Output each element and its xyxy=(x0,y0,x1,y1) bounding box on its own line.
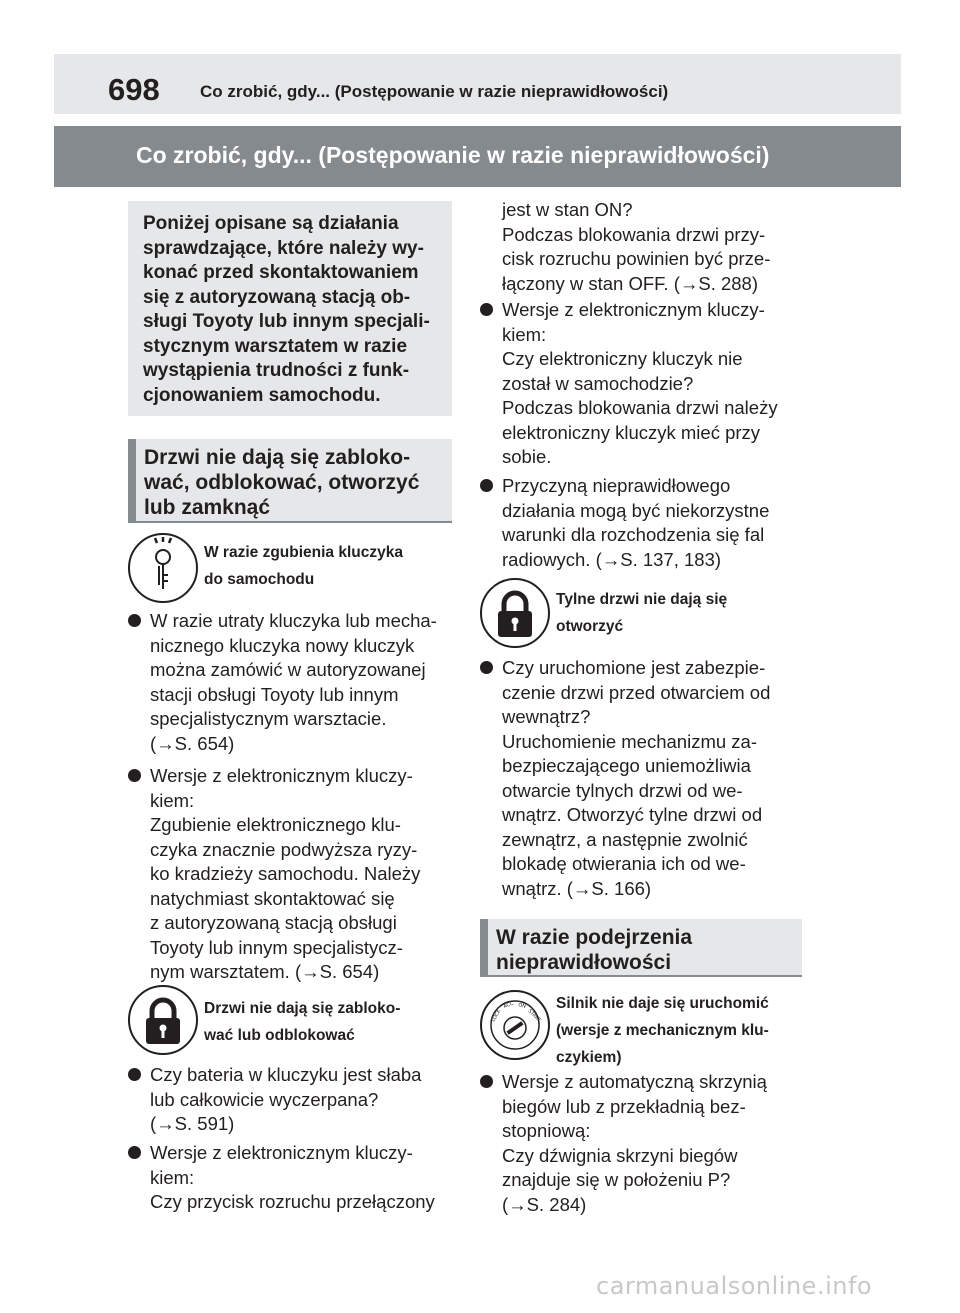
list-item: Wersje z automatyczną skrzynią biegów lub z przekładnią bez- stopniową: Czy dźwignia skrzyni biegów znajduje się w położeniu P? (→S. 284) xyxy=(480,1070,832,1217)
subsection-lock-label: Drzwi nie dają się zabloko- wać lub odblokować xyxy=(204,1000,401,1044)
bullet-dot xyxy=(128,1068,141,1081)
subsection-lock xyxy=(128,985,458,1075)
padlock-icon xyxy=(128,985,198,1055)
ignition-switch-icon xyxy=(480,990,550,1060)
padlock-icon xyxy=(480,578,550,648)
bullet-dot xyxy=(128,1146,141,1159)
key-icon xyxy=(128,533,198,603)
list-item: W razie utraty kluczyka lub mecha- nicznego kluczyka nowy kluczyk można zamówić w autoryzowanej stacji obsługi Toyoty lub innym specjalistycznym warsztacie. (→S. 654) xyxy=(128,609,480,756)
page-title: Co zrobić, gdy... (Postępowanie w razie nieprawidłowości) xyxy=(136,142,770,168)
title-band xyxy=(54,126,901,187)
bullet-dot xyxy=(480,1075,493,1088)
list-item: Czy bateria w kluczyku jest słaba lub całkowicie wyczerpana? (→S. 591) xyxy=(128,1063,480,1137)
list-item: Czy uruchomione jest zabezpie- czenie drzwi przed otwarciem od wewnątrz? Uruchomienie mechanizmu za- bezpieczającego uniemożliwia otwarcie tylnych drzwi od we- wnątrz. Otworzyć tylne drzwi od zewnątrz, a następnie zwolnić blokadę otwierania ich od we- wnątrz. (→S. 166) xyxy=(480,656,832,901)
section-heading-suspect-text: W razie podejrzenia nieprawidłowości xyxy=(496,926,693,974)
subsection-lost-key-label: W razie zgubienia kluczyka do samochodu xyxy=(204,544,403,588)
bullet-dot xyxy=(128,614,141,627)
continuation-text: jest w stan ON? Podczas blokowania drzwi przy- cisk rozruchu powinien być prze- łączony w stan OFF. (→S. 288) xyxy=(502,199,771,294)
page-number: 698 xyxy=(108,72,160,107)
list-item: Wersje z elektronicznym kluczy- kiem: Czy przycisk rozruchu przełączony xyxy=(128,1141,480,1215)
ignition-mark: ACC xyxy=(502,1000,515,1010)
section-heading-doors xyxy=(128,439,452,523)
watermark: carmanualsonline.info xyxy=(596,1272,873,1300)
ignition-mark: LOCK xyxy=(490,1008,503,1023)
running-title: Co zrobić, gdy... (Postępowanie w razie nieprawidłowości) xyxy=(200,82,669,101)
bullet-dot xyxy=(480,303,493,316)
bullet-dot xyxy=(480,661,493,674)
list-item: Wersje z elektronicznym kluczy- kiem: Zgubienie elektronicznego klu- czyka znacznie podwyższa ryzy- ko kradzieży samochodu. Należy natychmiast skontaktować się z autoryzowaną stacją obsługi Toyoty lub innym specjalistycz- nym warsztatem. (→S. 654) xyxy=(128,764,480,985)
bullet-dot xyxy=(128,769,141,782)
intro-text: Poniżej opisane są działania sprawdzające, które należy wy-konać przed skontaktowaniem się z autoryzowaną stacją ob-sługi Toyoty lub innym specjali-stycznym warsztatem w razie wystąpienia trudności z funk-cjonowaniem samochodu. xyxy=(143,213,430,406)
ignition-mark: ON xyxy=(517,1002,527,1010)
intro-box xyxy=(128,201,452,416)
section-heading-suspect xyxy=(480,919,802,977)
section-heading-doors-text: Drzwi nie dają się zabloko- wać, odblokować, otworzyć lub zamknąć xyxy=(144,446,420,519)
list-item: Przyczyną nieprawidłowego działania mogą być niekorzystne warunki dla rozchodzenia się fal radiowych. (→S. 137, 183) xyxy=(480,474,832,572)
subsection-engine xyxy=(480,990,810,1080)
subsection-engine-label: Silnik nie daje się uruchomić (wersje z mechanicznym klu- czykiem) xyxy=(556,995,769,1066)
subsection-rear-door-label: Tylne drzwi nie dają się otworzyć xyxy=(556,591,728,635)
bullet-dot xyxy=(480,479,493,492)
ignition-mark: START xyxy=(526,1008,542,1024)
list-item: Wersje z elektronicznym kluczy- kiem: Czy elektroniczny kluczyk nie został w samochodzie? Podczas blokowania drzwi należy elektroniczny kluczyk mieć przy sobie. xyxy=(480,298,832,470)
subsection-rear-door xyxy=(480,578,810,668)
